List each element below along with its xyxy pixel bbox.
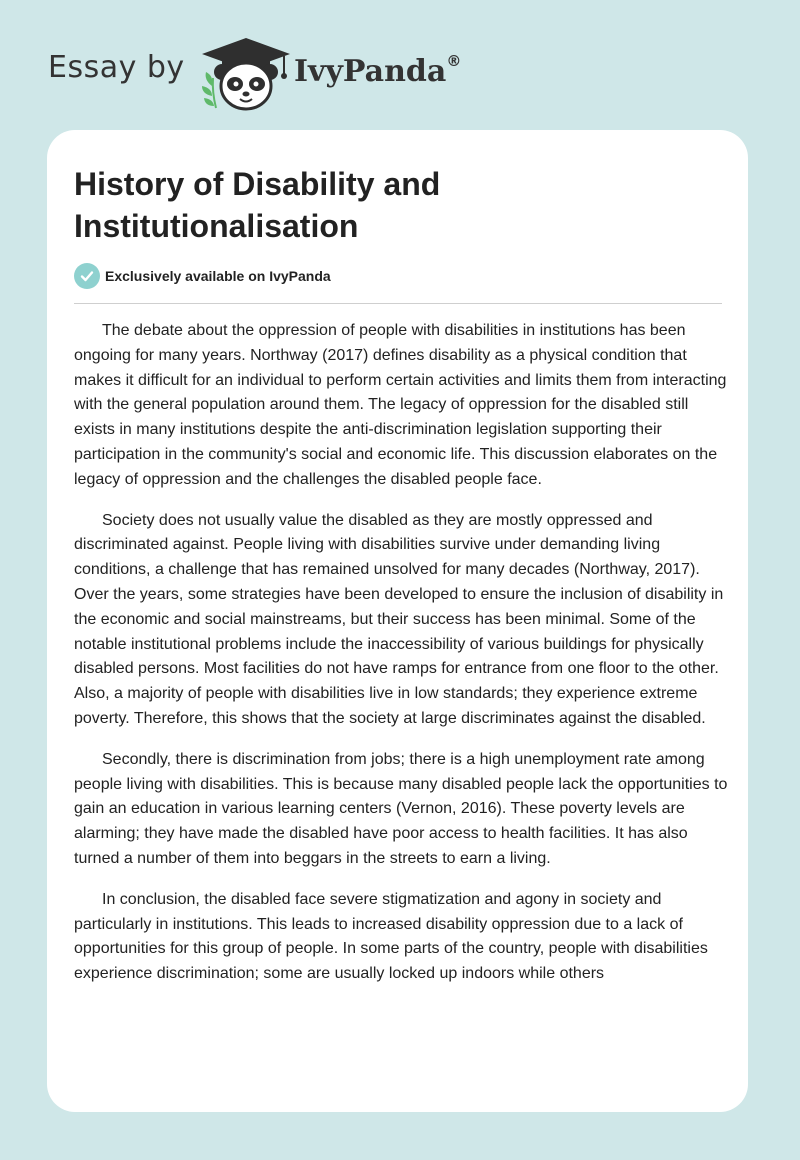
site-header bbox=[0, 0, 800, 130]
paragraph-3: Secondly, there is discrimination from jobs; there is a high unemployment rate among people living with disabilities. This is because many disabled people lack the opportunities to gain an education in various learning centers (Vernon, 2016). These poverty levels are alarming; they have made the disabled have poor access to health facilities. It has also turned a number of them into beggars in the streets to earn a living. bbox=[74, 750, 728, 867]
paragraph-2: Society does not usually value the disabled as they are mostly oppressed and discriminated against. People living with disabilities survive under demanding living conditions, a challenge that has remained unsolved for many decades (Northway, 2017). Over the years, some strategies have been developed to ensure the inclusion of disability in the economic and social mainstreams, but their success has been minimal. Some of the notable institutional problems include the inaccessibility of various buildings for physically disabled persons. Most facilities do not have ramps for entrance from one floor to the other. Also, a majority of people with disabilities live in low standards; they experience extreme poverty. Therefore, this shows that the society at large discriminates against the disabled. bbox=[74, 511, 724, 727]
essay-by-label: Essay by bbox=[48, 50, 185, 85]
check-circle-icon bbox=[74, 263, 100, 289]
exclusive-badge-label: Exclusively available on IvyPanda bbox=[105, 268, 331, 284]
article-body bbox=[74, 319, 729, 1003]
article-title: History of Disability and Institutionalisation bbox=[74, 166, 441, 244]
registered-mark: ® bbox=[446, 52, 462, 70]
panda-graduate-logo-icon[interactable] bbox=[200, 38, 292, 112]
article-card bbox=[47, 130, 748, 1112]
paragraph-4: In conclusion, the disabled face severe stigmatization and agony in society and particularly in institutions. This leads to increased disability oppression due to a lack of opportunities for this group of people. In some parts of the country, people with disabilities experience discrimination; some are usually locked up indoors while others bbox=[74, 890, 708, 983]
paragraph-1: The debate about the oppression of people with disabilities in institutions has been ongoing for many years. Northway (2017) defines disability as a physical condition that makes it difficult for an individual to perform certain activities and limits them from interacting with the general population around them. The legacy of oppression for the disabled still exists in many institutions despite the anti-discrimination legislation supporting their participation in the community's social and economic life. This discussion elaborates on the legacy of oppression and the challenges the disabled people face. bbox=[74, 322, 727, 488]
divider bbox=[74, 303, 722, 304]
brand-name[interactable]: IvyPanda® bbox=[294, 52, 462, 89]
exclusive-badge bbox=[74, 263, 331, 289]
